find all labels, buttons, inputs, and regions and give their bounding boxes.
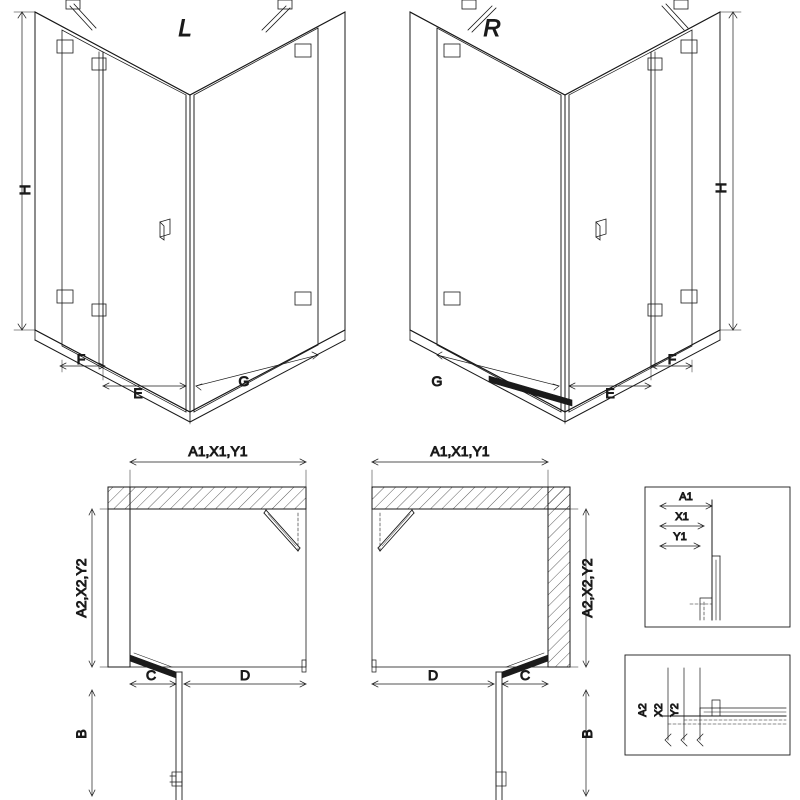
iso-left-view-letter: L (178, 15, 192, 42)
detail-bottom-label-a2: A2 (637, 703, 649, 717)
iso-right-dim-e: E (605, 385, 615, 401)
iso-view-left (14, 0, 345, 424)
iso-right-height-label: H (713, 182, 730, 194)
plan-right-dim-b: B (579, 729, 595, 739)
detail-top-label-y1: Y1 (673, 531, 687, 543)
plan-right-side-dim-label: A2,X2,Y2 (579, 558, 595, 618)
detail-bottom-label-y2: Y2 (669, 703, 681, 717)
plan-left-dim-d: D (239, 667, 251, 683)
detail-top-label-x1: X1 (675, 511, 689, 523)
plan-right-dim-d: D (427, 667, 439, 683)
plan-left-side-dim-label: A2,X2,Y2 (73, 558, 89, 618)
plan-view-right (372, 443, 595, 800)
plan-view-left (73, 443, 306, 800)
iso-left-dim-e: E (133, 385, 143, 401)
plan-left-dim-b: B (73, 729, 89, 739)
detail-view-bottom (625, 655, 790, 755)
iso-left-height-label: H (17, 184, 34, 196)
plan-left-top-dim-label: A1,X1,Y1 (188, 443, 248, 459)
plan-right-top-dim-label: A1,X1,Y1 (430, 443, 490, 459)
plan-left-dim-c: C (145, 667, 157, 683)
detail-bottom-label-x2: X2 (653, 703, 665, 717)
plan-right-dim-c: C (519, 667, 531, 683)
detail-view-top (645, 487, 790, 627)
iso-left-dim-f: F (76, 351, 86, 367)
iso-right-view-letter: R (483, 15, 501, 42)
iso-view-right (410, 0, 741, 424)
iso-right-dim-g: G (431, 373, 443, 389)
iso-right-dim-f: F (667, 351, 677, 367)
detail-top-label-a1: A1 (679, 491, 693, 503)
iso-left-dim-g: G (238, 373, 250, 389)
